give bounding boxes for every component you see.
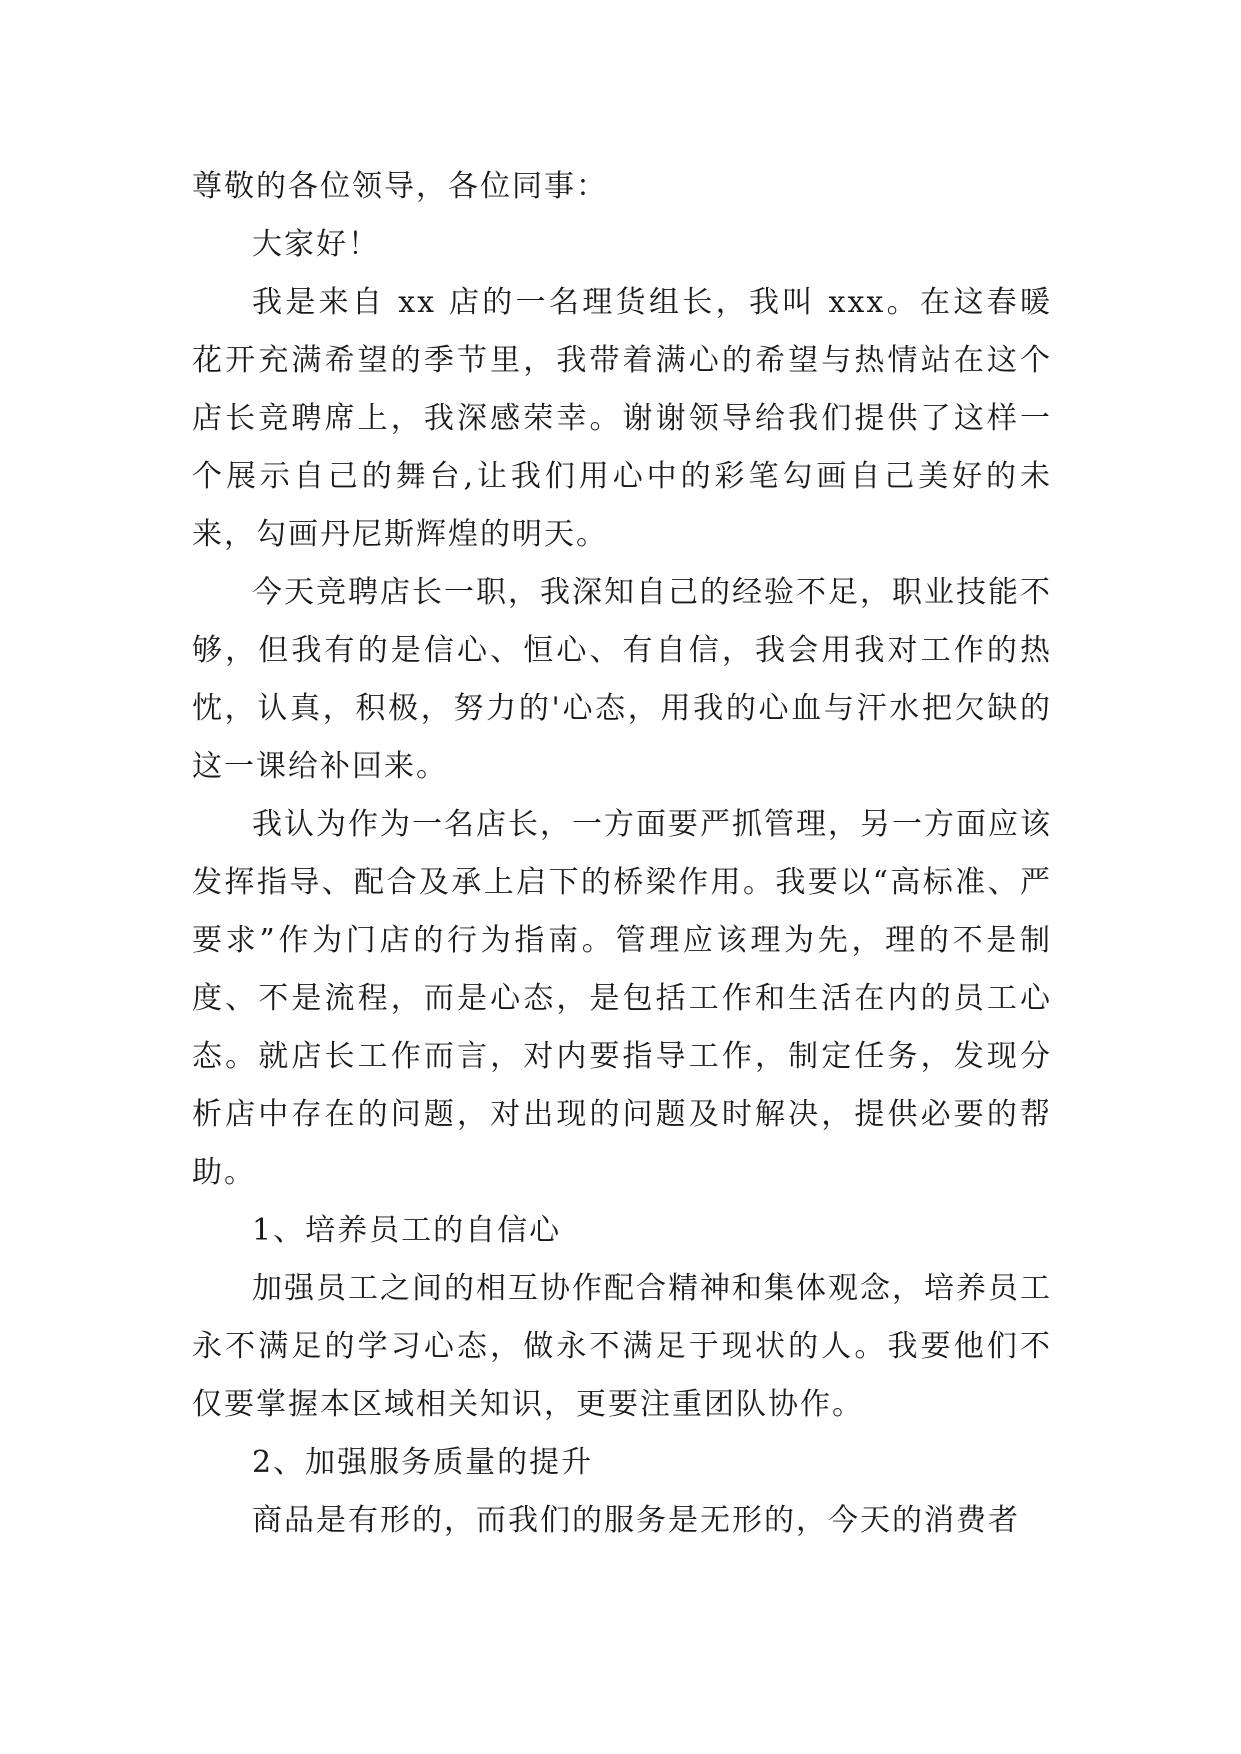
- paragraph-motivation: 今天竞聘店长一职，我深知自己的经验不足，职业技能不够，但我有的是信心、恒心、有自信，我会用我对工作的热忱，认真，积极，努力的'心态，用我的心血与汗水把欠缺的这一课给补回来。: [192, 575, 1052, 784]
- section-heading-1: 1、培养员工的自信心: [252, 1213, 562, 1248]
- paragraph-section-1: 加强员工之间的相互协作配合精神和集体观念，培养员工永不满足的学习心态，做永不满足于现状的人。我要他们不仅要掌握本区域相关知识，更要注重团队协作。: [192, 1271, 1052, 1422]
- paragraph-management-view: 我认为作为一名店长，一方面要严抓管理，另一方面应该发挥指导、配合及承上启下的桥梁作用。我要以“高标准、严要求”作为门店的行为指南。管理应该理为先，理的不是制度、不是流程，而是心态，是包括工作和生活在内的员工心态。就店长工作而言，对内要指导工作，制定任务，发现分析店中存在的问题，对出现的问题及时解决，提供必要的帮助。: [192, 807, 1052, 1190]
- paragraph-greeting: 大家好！: [252, 227, 380, 262]
- paragraph-introduction: 我是来自 xx 店的一名理货组长，我叫 xxx。在这春暖花开充满希望的季节里，我带着满心的希望与热情站在这个店长竞聘席上，我深感荣幸。谢谢领导给我们提供了这样一个展示自己的舞台,让我们用心中的彩笔勾画自己美好的未来，勾画丹尼斯辉煌的明天。: [192, 285, 1052, 552]
- salutation: 尊敬的各位领导，各位同事：: [192, 169, 608, 204]
- paragraph-section-2: 商品是有形的，而我们的服务是无形的，今天的消费者: [252, 1503, 1020, 1538]
- section-heading-2: 2、加强服务质量的提升: [252, 1445, 594, 1480]
- document-body: [192, 158, 1052, 1550]
